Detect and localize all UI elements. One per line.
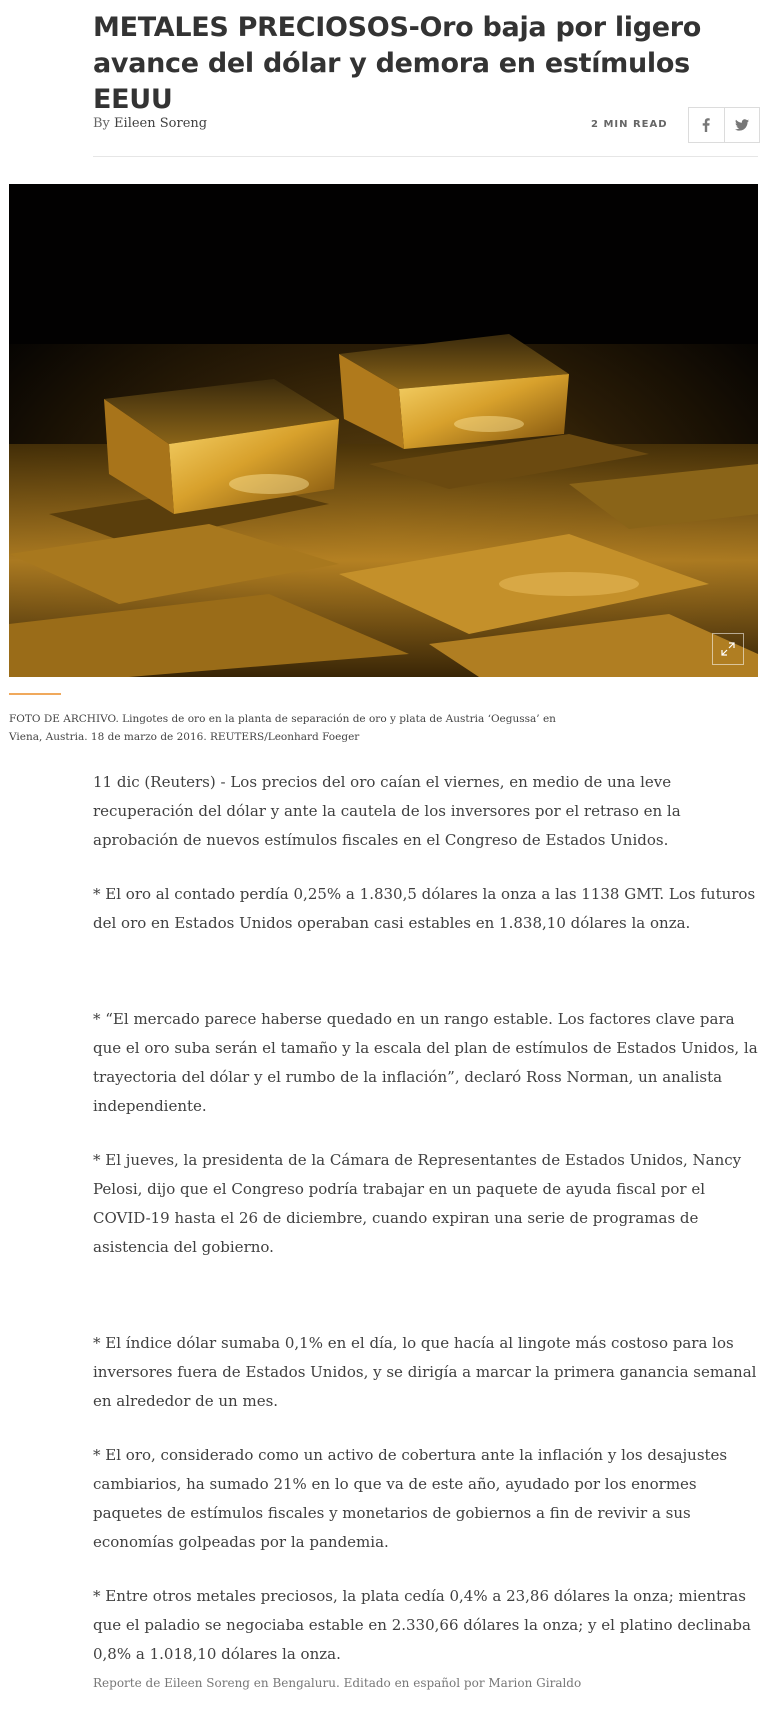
- byline-row: [93, 106, 758, 157]
- article-paragraph: * El índice dólar sumaba 0,1% en el día, lo que hacía al lingote más costoso para los inversores fuera de Estados Unidos, y se dirigía a marcar la primera ganancia semanal en alrededor de un mes.: [93, 1334, 757, 1410]
- caption-accent-rule: [9, 693, 61, 695]
- read-time: 2 MIN READ: [591, 119, 668, 130]
- byline-prefix: By: [93, 116, 110, 131]
- article-paragraph: 11 dic (Reuters) - Los precios del oro caían el viernes, en medio de una leve recuperación del dólar y ante la cautela de los inversores por el retraso en la aprobación de nuevos estímulos fiscales en el Congreso de Estados Unidos.: [93, 773, 681, 849]
- share-buttons: [688, 107, 760, 143]
- twitter-share-button[interactable]: [724, 108, 760, 142]
- facebook-share-button[interactable]: [689, 108, 724, 142]
- twitter-icon: [735, 119, 749, 131]
- article-body: [93, 768, 758, 1669]
- image-caption: FOTO DE ARCHIVO. Lingotes de oro en la planta de separación de oro y plata de Austria ‘Oegussa’ en Viena, Austria. 18 de marzo de 2016. REUTERS/Leonhard Foeger: [9, 713, 556, 743]
- article-paragraph: * “El mercado parece haberse quedado en un rango estable. Los factores clave para que el oro suba serán el tamaño y la escala del plan de estímulos de Estados Unidos, la trayectoria del dólar y el rumbo de la inflación”, declaró Ross Norman, un analista independiente.: [93, 1010, 758, 1115]
- article-paragraph: * Entre otros metales preciosos, la plata cedía 0,4% a 23,86 dólares la onza; mientras que el paladio se negociaba estable en 2.330,66 dólares la onza; y el platino declinaba 0,8% a 1.018,10 dólares la onza.: [93, 1587, 751, 1663]
- expand-image-button[interactable]: [712, 633, 744, 665]
- byline: [93, 116, 207, 131]
- author-link[interactable]: Eileen Soreng: [114, 116, 208, 131]
- gold-bars-photo: [9, 184, 758, 677]
- article-headline: METALES PRECIOSOS-Oro baja por ligero avance del dólar y demora en estímulos EEUU: [93, 12, 702, 115]
- article-paragraph: * El oro al contado perdía 0,25% a 1.830,5 dólares la onza a las 1138 GMT. Los futuros del oro en Estados Unidos operaban casi estables en 1.838,10 dólares la onza.: [93, 885, 756, 932]
- hero-image[interactable]: [9, 184, 758, 677]
- facebook-icon: [701, 118, 711, 132]
- expand-icon: [721, 642, 735, 656]
- article-paragraph: * El jueves, la presidenta de la Cámara de Representantes de Estados Unidos, Nancy Pelosi, dijo que el Congreso podría trabajar en un paquete de ayuda fiscal por el COVID-19 hasta el 26 de diciembre, cuando expiran una serie de programas de asistencia del gobierno.: [93, 1151, 742, 1256]
- report-credit: Reporte de Eileen Soreng en Bengaluru. Editado en español por Marion Giraldo: [93, 1676, 582, 1690]
- article-paragraph: * El oro, considerado como un activo de cobertura ante la inflación y los desajustes cambiarios, ha sumado 21% en lo que va de este año, ayudado por los enormes paquetes de estímulos fiscales y monetarios de gobiernos a fin de revivir a sus economías golpeadas por la pandemia.: [93, 1446, 728, 1551]
